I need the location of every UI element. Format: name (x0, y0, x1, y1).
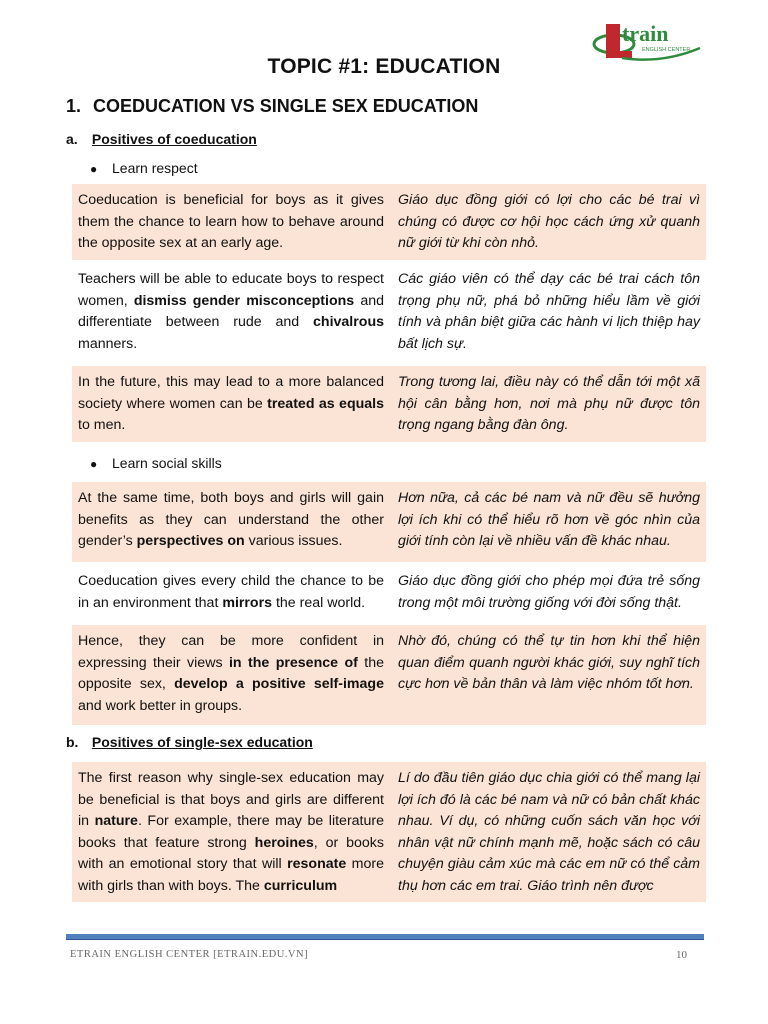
text-run: manners. (78, 335, 138, 352)
table-row (72, 565, 706, 621)
text-run: In the future, this may lead to a more balanced society where women can be (78, 374, 384, 412)
table-row (72, 184, 706, 260)
bullet-learn-social-skills (90, 455, 222, 471)
bold-phrase: develop a positive self-image (174, 676, 384, 693)
english-cell (72, 366, 390, 442)
logo-brand: train (622, 21, 669, 46)
text-run: the opposite sex, (78, 654, 384, 693)
text-run: the real world. (272, 594, 366, 611)
subsection-a-label: a. (66, 131, 78, 147)
bold-phrase: resonate (287, 856, 347, 873)
bullet-text: Learn social skills (112, 455, 222, 471)
page-number: 10 (676, 949, 687, 961)
english-cell (72, 625, 390, 725)
subsection-b-title: Positives of single-sex education (91, 734, 313, 750)
section-title: COEDUCATION VS SINGLE SEX EDUCATION (93, 96, 479, 116)
english-cell (72, 263, 390, 360)
english-cell (72, 762, 390, 902)
page-title: TOPIC #1: EDUCATION (267, 55, 501, 78)
text-run: and work better in groups. (78, 697, 243, 714)
bold-phrase: curriculum (263, 877, 338, 894)
footer-rule (66, 934, 704, 939)
bold-phrase: heroines (254, 834, 314, 851)
text-run: Teachers will be able to educate boys to respect women, (78, 271, 384, 309)
bullet-dot-icon: ● (90, 162, 98, 176)
english-cell (72, 482, 390, 562)
subsection-b-label: b. (66, 734, 79, 750)
footer-center-name: ETRAIN ENGLISH CENTER [ETRAIN.EDU.VN] (70, 949, 309, 960)
vietnamese-cell: Trong tương lai, điều này có thể dẫn tới một xã hội cân bằng hơn, nơi mà phụ nữ được tôn trọng ngang bằng đàn ông. (398, 374, 700, 434)
table-row (72, 625, 706, 725)
section-number: 1. (66, 96, 82, 116)
vietnamese-cell: Giáo dục đồng giới có lợi cho các bé trai vì chúng có được cơ hội học cách ứng xử quanh nữ giới từ khi còn nhỏ. (398, 192, 700, 252)
text-run: to men. (78, 417, 126, 434)
bullet-text: Learn respect (112, 160, 198, 176)
logo-tagline: ENGLISH CENTER (642, 47, 691, 53)
vietnamese-cell: Hơn nữa, cả các bé nam và nữ đều sẽ hưởng lợi ích khi có thể hiểu rõ hơn về góc nhìn của giới tính còn lại về nhiều vấn đề khác nhau. (398, 490, 700, 550)
text-run: , or books with an emotional story that will (78, 834, 384, 873)
bold-phrase: dismiss gender misconceptions (133, 292, 355, 309)
bold-phrase: in the presence of (228, 654, 358, 671)
text-run: The first reason why single-sex education may be beneficial is that boys and girls are different in (78, 770, 384, 830)
vietnamese-cell: Giáo dục đồng giới cho phép mọi đứa trẻ sống trong một môi trường giống với đời sống thật. (398, 573, 700, 611)
text-run: . For example, there may be literature books that feature strong (78, 813, 385, 851)
vietnamese-cell: Lí do đầu tiên giáo dục chia giới có thể mang lại lợi ích đó là các bé nam và nữ có bản chất khác nhau. Ví dụ, có những cuốn sách văn học với nhân vật nữ chính mạnh mẽ, hoặc sách có câu chuyện giàu cảm xúc mà các em nữ có thể cảm thụ hơn các em trai. Giáo trình nên được (398, 770, 700, 894)
text-run: Hence, they can be more confident in expressing their views (78, 633, 384, 671)
text-run: various issues. (244, 533, 343, 550)
bullet-dot-icon: ● (90, 457, 98, 471)
vietnamese-cell: Các giáo viên có thể dạy các bé trai cách tôn trọng phụ nữ, phá bỏ những hiểu lầm về giới tính và phân biệt giữa các hành vi lịch thiệp hay bất lịch sự. (398, 271, 700, 352)
subsection-b-heading (66, 734, 313, 750)
subsection-a-title: Positives of coeducation (91, 131, 257, 147)
vietnamese-cell: Nhờ đó, chúng có thể tự tin hơn khi thể hiện quan điểm quanh người khác giới, suy nghĩ tích cực hơn về bản thân và làm việc nhóm tốt hơn. (398, 633, 700, 693)
table-row (72, 366, 706, 442)
english-cell (72, 184, 390, 260)
bold-phrase: nature (94, 813, 138, 830)
bold-phrase: perspectives on (136, 533, 245, 550)
section-heading (66, 96, 478, 117)
english-cell (72, 565, 390, 621)
text-run: and differentiate between rude and (78, 292, 384, 331)
text-run: Coeducation is beneficial for boys as it gives them the chance to learn how to behave around the opposite sex at an early age. (78, 192, 384, 252)
subsection-a-heading (66, 131, 257, 147)
table-row (72, 762, 706, 902)
bold-phrase: chivalrous (313, 314, 384, 331)
table-row (72, 263, 706, 360)
text-run: more with girls than with boys. The (78, 856, 385, 894)
bullet-learn-respect (90, 160, 198, 176)
bold-phrase: mirrors (222, 594, 273, 611)
table-row (72, 482, 706, 562)
bold-phrase: treated as equals (267, 395, 384, 412)
text-run: At the same time, both boys and girls will gain benefits as they can understand the other gender’s (78, 490, 384, 550)
text-run: Coeducation gives every child the chance to be in an environment that (78, 573, 384, 611)
